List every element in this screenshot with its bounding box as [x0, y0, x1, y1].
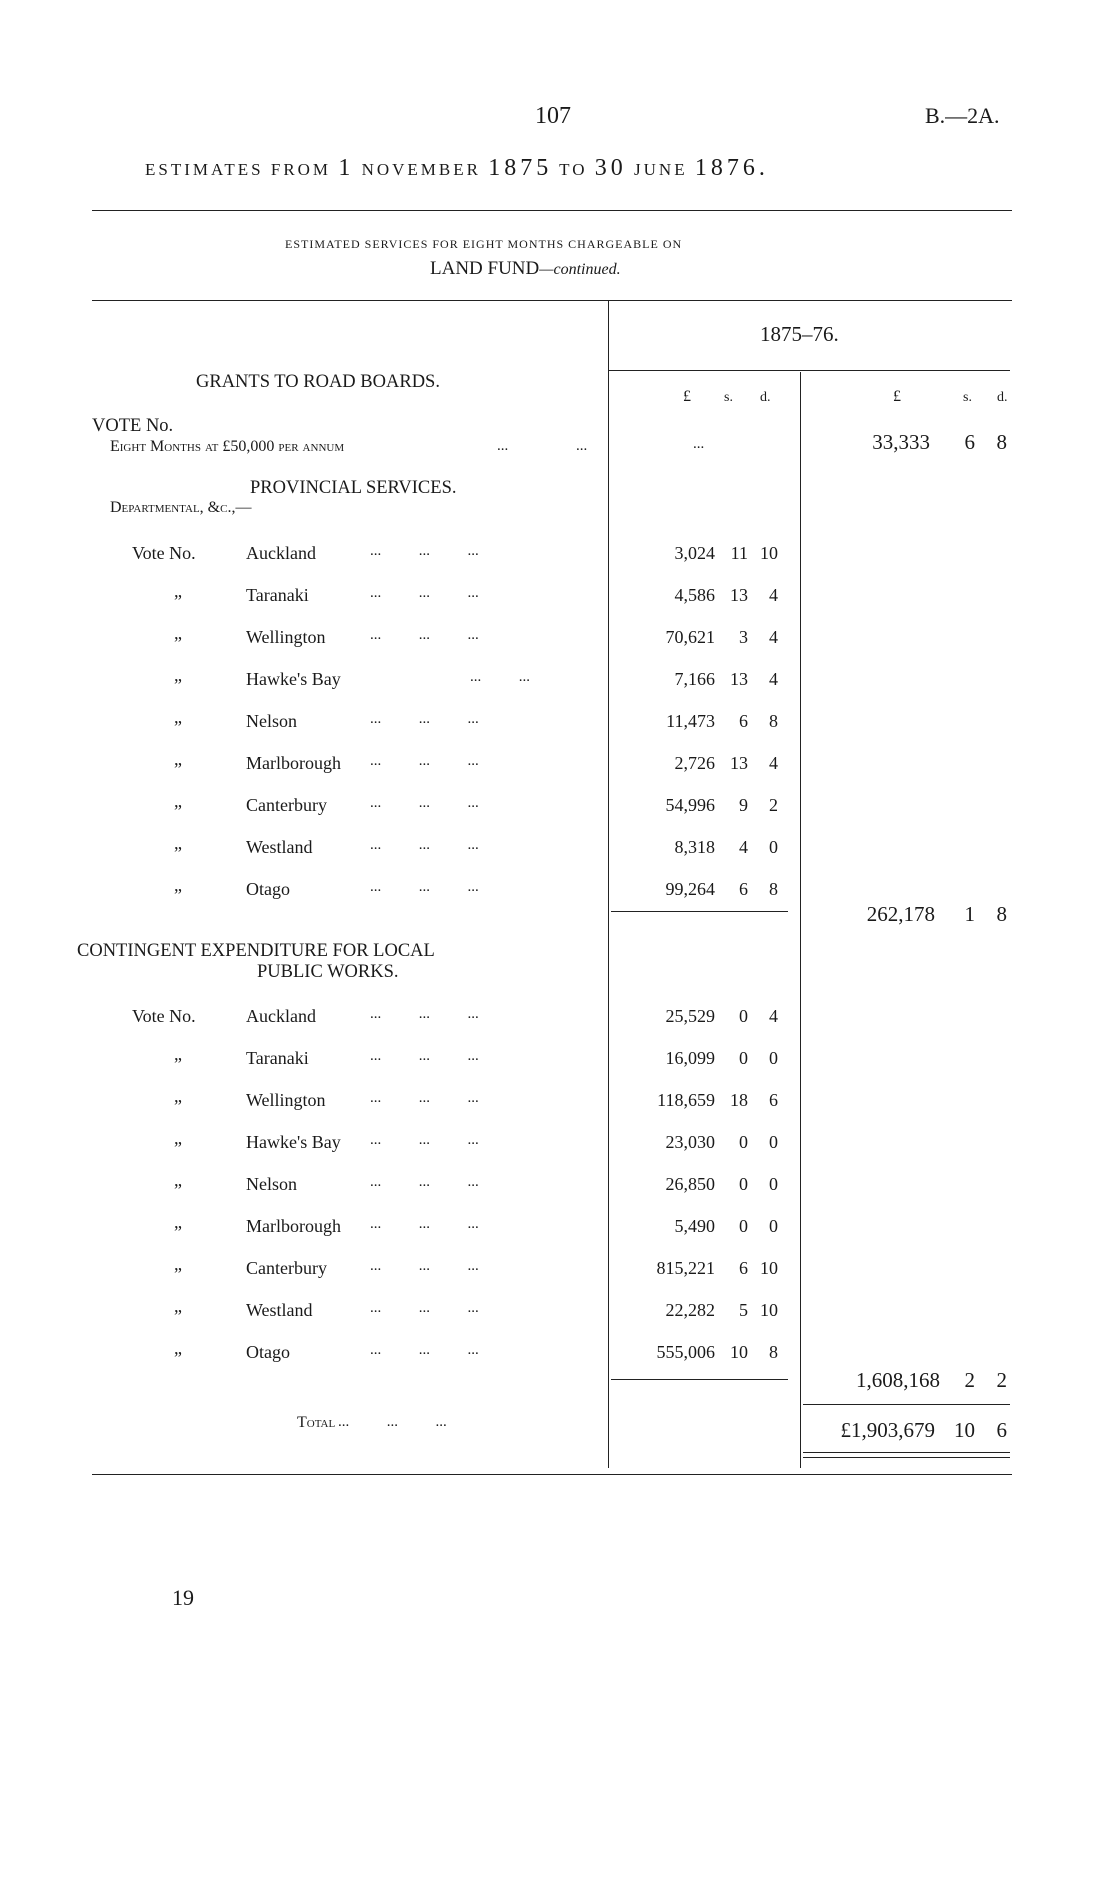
grand-total-top-rule [803, 1404, 1010, 1405]
title-part: 1875 [488, 155, 553, 181]
table-bottom-rule [92, 1474, 1012, 1475]
ditto-mark: „ [174, 749, 182, 769]
amount-shillings: 18 [730, 1090, 748, 1110]
amount-shillings: 11 [730, 543, 748, 563]
grand-total-dots: ... ... ... [338, 1414, 447, 1430]
title-part: ESTIMATES FROM [145, 160, 332, 179]
grants-total-pounds: 33,333 [872, 430, 930, 454]
amount-pounds: 7,166 [674, 669, 715, 689]
amount-pounds: 23,030 [665, 1132, 715, 1152]
amount-shillings: 0 [739, 1048, 748, 1068]
provincial-section-subtitle: Departmental, &c.,— [110, 499, 252, 516]
amount-shillings: 4 [739, 837, 748, 857]
leader-dots: ... ... ... [370, 1090, 479, 1106]
province-name: Auckland [246, 1006, 316, 1026]
ditto-mark: „ [174, 623, 182, 643]
amount-pounds: 2,726 [674, 753, 715, 773]
amount-pounds: 22,282 [665, 1300, 715, 1320]
col-header-pounds: £ [683, 388, 691, 405]
amount-pence: 4 [769, 1006, 778, 1026]
section-subtitle: ESTIMATED SERVICES FOR EIGHT MONTHS CHARGEABLE ON [285, 237, 683, 251]
header-rule [92, 210, 1012, 211]
amount-pounds: 70,621 [665, 627, 715, 647]
provincial-vote-label: Vote No. [132, 543, 196, 563]
province-name: Westland [246, 837, 313, 857]
province-name: Otago [246, 1342, 290, 1362]
province-name: Hawke's Bay [246, 669, 341, 689]
amount-pence: 4 [769, 585, 778, 605]
amount-pence: 0 [769, 1048, 778, 1068]
amount-pounds: 815,221 [656, 1258, 715, 1278]
continued-note: —continued. [539, 261, 621, 278]
amount-shillings: 13 [730, 669, 748, 689]
amount-pence: 8 [769, 711, 778, 731]
amount-shillings: 3 [739, 627, 748, 647]
leader-dots: ... ... ... [370, 753, 479, 769]
amount-pence: 4 [769, 669, 778, 689]
title-part: TO [559, 160, 588, 179]
amount-shillings: 13 [730, 585, 748, 605]
leader-dots: ... ... ... [370, 1300, 479, 1316]
amount-pounds: 4,586 [674, 585, 715, 605]
amount-pence: 2 [769, 795, 778, 815]
provincial-total-pounds: 262,178 [866, 902, 935, 926]
ditto-mark: „ [174, 1044, 182, 1064]
amount-pounds: 118,659 [657, 1090, 715, 1110]
amount-pounds: 25,529 [665, 1006, 715, 1026]
section-heading [430, 258, 621, 280]
ditto-mark: „ [174, 875, 182, 895]
title-part: 30 [594, 155, 627, 181]
ditto-mark: „ [174, 581, 182, 601]
provincial-total-shillings: 1 [964, 902, 975, 926]
ditto-mark: „ [174, 707, 182, 727]
leader-dots: ... ... ... [370, 1006, 479, 1022]
province-name: Wellington [246, 627, 326, 647]
ditto-mark: „ [174, 1338, 182, 1358]
amount-pounds: 54,996 [665, 795, 715, 815]
amount-shillings: 6 [739, 879, 748, 899]
amount-pence: 10 [760, 543, 778, 563]
ditto-mark: „ [174, 833, 182, 853]
grand-total-double-rule [803, 1457, 1010, 1458]
leader-dots: ... ... ... [370, 1342, 479, 1358]
amount-shillings: 6 [739, 1258, 748, 1278]
amount-pence: 10 [760, 1300, 778, 1320]
amount-shillings: 9 [739, 795, 748, 815]
page-number: 107 [535, 103, 571, 129]
ditto-mark: „ [174, 665, 182, 685]
amount-pence: 0 [769, 837, 778, 857]
contingent-total-shillings: 2 [964, 1368, 975, 1392]
contingent-subtotal-rule [611, 1379, 788, 1380]
ditto-mark: „ [174, 1170, 182, 1190]
contingent-vote-label: Vote No. [132, 1006, 196, 1026]
provincial-total-pence: 8 [996, 902, 1007, 926]
province-name: Marlborough [246, 1216, 341, 1236]
signature-number: 19 [172, 1585, 194, 1610]
contingent-total-pence: 2 [996, 1368, 1007, 1392]
amount-pounds: 26,850 [665, 1174, 715, 1194]
province-name: Nelson [246, 1174, 297, 1194]
leader-dots: ... ... ... [370, 1174, 479, 1190]
leader-dots: ... ... [470, 669, 530, 685]
province-name: Taranaki [246, 1048, 309, 1068]
grants-item-dots: ... [497, 438, 509, 454]
ditto-mark: „ [174, 1128, 182, 1148]
amount-pence: 0 [769, 1132, 778, 1152]
col-header-pence-total: d. [997, 390, 1008, 405]
ditto-mark: „ [174, 1212, 182, 1232]
col-header-pounds-total: £ [893, 388, 901, 405]
col-header-shillings: s. [724, 390, 733, 405]
province-name: Canterbury [246, 1258, 327, 1278]
province-name: Marlborough [246, 753, 341, 773]
province-name: Hawke's Bay [246, 1132, 341, 1152]
title-part: NOVEMBER [361, 160, 481, 179]
amount-shillings: 6 [739, 711, 748, 731]
grants-total-pence: 8 [996, 430, 1007, 454]
amount-pence: 0 [769, 1216, 778, 1236]
grand-total-shillings: 10 [954, 1418, 975, 1442]
provincial-section-title: PROVINCIAL SERVICES. [250, 478, 457, 498]
province-name: Wellington [246, 1090, 326, 1110]
ditto-mark: „ [174, 1086, 182, 1106]
column-divider-middle [800, 372, 801, 1468]
amount-pounds: 11,473 [666, 711, 715, 731]
year-header-rule [608, 370, 1010, 371]
amount-shillings: 13 [730, 753, 748, 773]
col-header-pence: d. [760, 390, 771, 405]
leader-dots: ... ... ... [370, 627, 479, 643]
province-name: Taranaki [246, 585, 309, 605]
amount-pounds: 5,490 [674, 1216, 715, 1236]
amount-pence: 8 [769, 879, 778, 899]
leader-dots: ... ... ... [370, 711, 479, 727]
amount-pounds: 3,024 [674, 543, 715, 563]
grants-item-dots: ... [576, 438, 588, 454]
document-reference: B.—2A. [925, 103, 1000, 128]
amount-shillings: 0 [739, 1006, 748, 1026]
province-name: Nelson [246, 711, 297, 731]
grants-amount-dots: ... [693, 436, 705, 452]
contingent-total-pounds: 1,608,168 [856, 1368, 940, 1392]
amount-shillings: 0 [739, 1216, 748, 1236]
amount-pence: 4 [769, 627, 778, 647]
leader-dots: ... ... ... [370, 1258, 479, 1274]
amount-pounds: 99,264 [665, 879, 715, 899]
grants-total-shillings: 6 [964, 430, 975, 454]
col-header-shillings-total: s. [963, 390, 972, 405]
contingent-section-title: CONTINGENT EXPENDITURE FOR LOCAL [77, 941, 435, 961]
grand-total-pounds: £1,903,679 [840, 1418, 935, 1442]
province-name: Otago [246, 879, 290, 899]
province-name: Auckland [246, 543, 316, 563]
table-top-rule [92, 300, 1012, 301]
leader-dots: ... ... ... [370, 1132, 479, 1148]
amount-shillings: 0 [739, 1174, 748, 1194]
column-divider-left [608, 300, 609, 1468]
grants-section-title: GRANTS TO ROAD BOARDS. [196, 372, 440, 392]
leader-dots: ... ... ... [370, 879, 479, 895]
fund-name: LAND FUND [430, 258, 540, 279]
amount-shillings: 0 [739, 1132, 748, 1152]
title-part: 1 [338, 155, 355, 181]
grants-item-label: Eight Months at £50,000 per annum [110, 438, 345, 455]
ditto-mark: „ [174, 1254, 182, 1274]
contingent-section-title-line2: PUBLIC WORKS. [257, 962, 399, 982]
amount-pence: 0 [769, 1174, 778, 1194]
amount-pounds: 8,318 [674, 837, 715, 857]
province-name: Canterbury [246, 795, 327, 815]
leader-dots: ... ... ... [370, 585, 479, 601]
leader-dots: ... ... ... [370, 543, 479, 559]
leader-dots: ... ... ... [370, 795, 479, 811]
title-part: 1876. [694, 155, 769, 181]
title-part: JUNE [634, 160, 688, 179]
amount-shillings: 5 [739, 1300, 748, 1320]
grand-total-label: Total [297, 1414, 336, 1431]
leader-dots: ... ... ... [370, 1216, 479, 1232]
amount-pence: 6 [769, 1090, 778, 1110]
ditto-mark: „ [174, 791, 182, 811]
grants-vote-label: VOTE No. [92, 416, 174, 436]
province-name: Westland [246, 1300, 313, 1320]
grand-total-double-rule [803, 1452, 1010, 1453]
page-title [145, 155, 769, 182]
amount-pence: 4 [769, 753, 778, 773]
amount-shillings: 10 [730, 1342, 748, 1362]
amount-pounds: 555,006 [656, 1342, 715, 1362]
provincial-subtotal-rule [611, 911, 788, 912]
amount-pence: 8 [769, 1342, 778, 1362]
amount-pounds: 16,099 [665, 1048, 715, 1068]
grand-total-pence: 6 [996, 1418, 1007, 1442]
amount-pence: 10 [760, 1258, 778, 1278]
leader-dots: ... ... ... [370, 837, 479, 853]
year-header: 1875–76. [760, 322, 839, 346]
ditto-mark: „ [174, 1296, 182, 1316]
leader-dots: ... ... ... [370, 1048, 479, 1064]
